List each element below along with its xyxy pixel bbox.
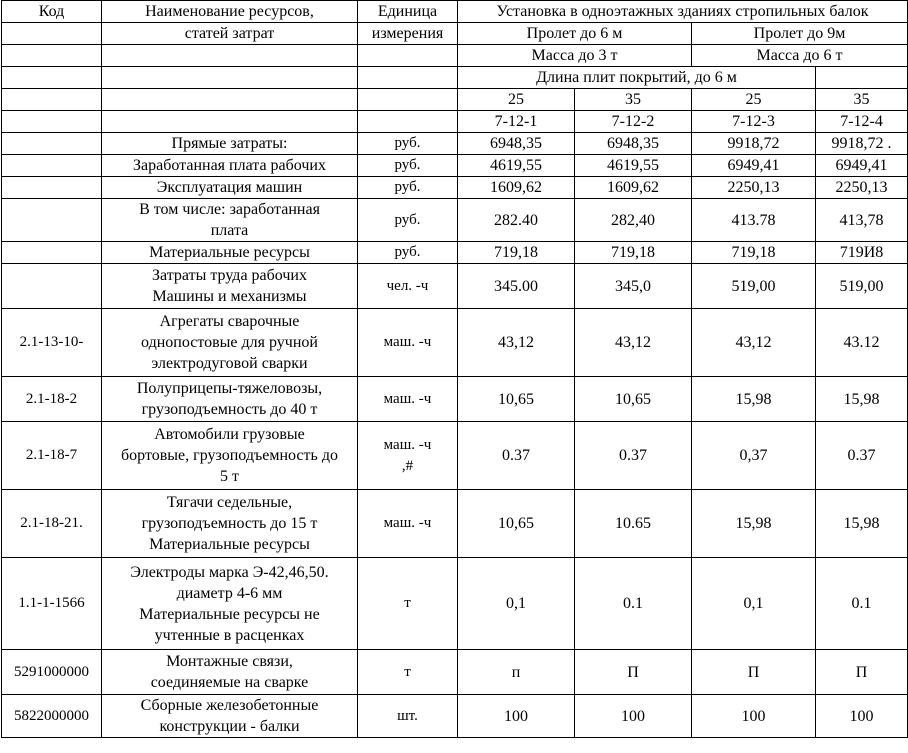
table-row [2, 155, 908, 177]
header-rate-3: 7-12-3 [692, 111, 816, 133]
resource-name-line: конструкции - балки [159, 718, 300, 735]
value-cell: 4619,55 [458, 155, 575, 177]
resource-name-line: Материальные ресурсы не [139, 605, 320, 623]
header-rate-4: 7-12-4 [816, 111, 908, 133]
value-cell: 282,40 [575, 199, 692, 242]
value-cell: 719,18 [692, 242, 816, 264]
unit-of-measure: т [358, 650, 458, 695]
resource-name-line: электродуговой сварки [151, 355, 308, 372]
resource-name [102, 242, 358, 264]
resource-name-line: Затраты труда рабочих [152, 267, 307, 284]
header-row-1 [2, 1, 908, 23]
value-cell: 0.1 [575, 558, 692, 650]
resource-code: 2.1-18-7 [2, 422, 102, 490]
header-row-4 [2, 67, 908, 89]
value-cell: П [692, 650, 816, 695]
table-row [2, 490, 908, 558]
value-cell: 2250,13 [692, 177, 816, 199]
value-cell: 100 [458, 695, 575, 738]
resource-name-line: 5 т [220, 468, 239, 485]
value-cell: 15,98 [816, 377, 908, 422]
value-cell: 0.37 [575, 422, 692, 490]
resource-name [102, 650, 358, 695]
resource-name-line: соединяемые на сварке [150, 674, 309, 691]
value-cell: 0.37 [816, 422, 908, 490]
header-rate-2: 7-12-2 [575, 111, 692, 133]
resource-name [102, 264, 358, 309]
unit-of-measure: руб. [358, 242, 458, 264]
value-cell: 6948,35 [575, 133, 692, 155]
value-cell: 719И8 [816, 242, 908, 264]
unit-of-measure: маш. -ч [358, 309, 458, 377]
header-unit-line2: измерения [358, 23, 458, 45]
resource-name-line: Электроды марка Э-42,46,50. [130, 563, 329, 581]
header-row-3 [2, 45, 908, 67]
value-cell: 4619,55 [575, 155, 692, 177]
header-name-line2: статей затрат [102, 23, 358, 45]
unit-of-measure: шт. [358, 695, 458, 738]
table-row [2, 177, 908, 199]
table-row [2, 695, 908, 738]
value-cell: 43.12 [816, 309, 908, 377]
value-cell: 100 [692, 695, 816, 738]
value-cell: 15,98 [816, 490, 908, 558]
resource-code [2, 177, 102, 199]
header-length-4: 35 [816, 89, 908, 111]
value-cell: п [458, 650, 575, 695]
value-cell: 9918,72 [692, 133, 816, 155]
unit-of-measure: руб. [358, 199, 458, 242]
header-length-2: 35 [575, 89, 692, 111]
header-rate-1: 7-12-1 [458, 111, 575, 133]
unit-of-measure: руб. [358, 177, 458, 199]
resource-name-line: В том числе: заработанная [139, 201, 320, 218]
value-cell: 719,18 [575, 242, 692, 264]
value-cell: 0,1 [692, 558, 816, 650]
resource-name-line: Сборные железобетонные [140, 697, 319, 714]
resource-code [2, 155, 102, 177]
value-cell: 0,1 [458, 558, 575, 650]
value-cell: 43,12 [458, 309, 575, 377]
header-name: Наименование ресурсов, [102, 1, 358, 23]
resource-name-line: Заработанная плата рабочих [133, 157, 326, 174]
unit-of-measure: маш. -ч [358, 377, 458, 422]
header-row-5 [2, 89, 908, 111]
value-cell: 9918,72 . [816, 133, 908, 155]
value-cell: 282.40 [458, 199, 575, 242]
table-row [2, 422, 908, 490]
value-cell: 10,65 [575, 377, 692, 422]
value-cell: 15,98 [692, 490, 816, 558]
value-cell: 43,12 [692, 309, 816, 377]
value-cell: 413,78 [816, 199, 908, 242]
value-cell: 0.37 [458, 422, 575, 490]
resource-name-line: Полуприцепы-тяжеловозы, [136, 380, 323, 397]
header-mass-2: Масса до 6 т [692, 45, 908, 67]
resource-name-line: однопостовые для ручной [141, 334, 318, 351]
header-code: Код [2, 1, 102, 23]
value-cell: 10.65 [575, 490, 692, 558]
header-length-3: 25 [692, 89, 816, 111]
table-row [2, 377, 908, 422]
unit-of-measure: чел. -ч [358, 264, 458, 309]
header-row-2 [2, 23, 908, 45]
table-row [2, 264, 908, 309]
header-span-1: Пролет до 6 м [458, 23, 692, 45]
unit-of-measure: т [358, 558, 458, 650]
header-mass-1: Масса до 3 т [458, 45, 692, 67]
unit-of-measure: руб. [358, 155, 458, 177]
resource-name [102, 695, 358, 738]
unit-of-measure: руб. [358, 133, 458, 155]
value-cell: 6948,35 [458, 133, 575, 155]
value-cell: 6949,41 [816, 155, 908, 177]
resource-name [102, 309, 358, 377]
resource-name-line: Монтажные связи, [166, 653, 293, 670]
header-length: Длина плит покрытий, до 6 м [458, 67, 816, 89]
resource-name [102, 558, 358, 650]
resource-code: 2.1-18-21. [2, 490, 102, 558]
table-row [2, 133, 908, 155]
table-row [2, 309, 908, 377]
resource-name-line: бортовые, грузоподъемность до [121, 447, 338, 464]
value-cell: 2250,13 [816, 177, 908, 199]
value-cell: 1609,62 [575, 177, 692, 199]
value-cell: 10,65 [458, 377, 575, 422]
resource-name-line: Тягачи седельные, [166, 494, 293, 511]
header-row-6 [2, 111, 908, 133]
value-cell: 1609,62 [458, 177, 575, 199]
resource-name [102, 133, 358, 155]
unit-of-measure: маш. -ч ,# [358, 422, 458, 490]
resource-code: 5291000000 [2, 650, 102, 695]
resource-name-line: Материальные ресурсы [149, 536, 310, 553]
table-row [2, 242, 908, 264]
table-row [2, 199, 908, 242]
value-cell: 6949,41 [692, 155, 816, 177]
resource-name-line: грузоподъемность до 40 т [141, 401, 318, 418]
value-cell: 100 [816, 695, 908, 738]
resource-cost-table [1, 0, 908, 738]
value-cell: 519,00 [816, 264, 908, 309]
resource-name-line: грузоподъемность до 15 т [141, 515, 318, 532]
resource-name [102, 490, 358, 558]
resource-name [102, 199, 358, 242]
resource-code: 5822000000 [2, 695, 102, 738]
value-cell: 15,98 [692, 377, 816, 422]
resource-code [2, 133, 102, 155]
header-unit: Единица [358, 1, 458, 23]
resource-name-line: плата [210, 222, 249, 239]
value-cell: П [816, 650, 908, 695]
value-cell: 0.1 [816, 558, 908, 650]
resource-name [102, 177, 358, 199]
resource-name-line: Эксплуатация машин [156, 179, 303, 196]
resource-code: 1.1-1-1566 [2, 558, 102, 650]
header-title: Установка в одноэтажных зданиях стропильных балок [458, 1, 908, 23]
unit-of-measure: маш. -ч [358, 490, 458, 558]
value-cell: 345.00 [458, 264, 575, 309]
resource-name [102, 377, 358, 422]
value-cell: 413.78 [692, 199, 816, 242]
resource-code [2, 199, 102, 242]
table-row [2, 650, 908, 695]
resource-name-line: Машины и механизмы [152, 288, 307, 305]
table-row [2, 558, 908, 650]
resource-code: 2.1-13-10- [2, 309, 102, 377]
resource-name-line: Материальные ресурсы [149, 244, 310, 261]
value-cell: П [575, 650, 692, 695]
value-cell: 0,37 [692, 422, 816, 490]
value-cell: 10,65 [458, 490, 575, 558]
header-length-1: 25 [458, 89, 575, 111]
resource-code: 2.1-18-2 [2, 377, 102, 422]
value-cell: 519,00 [692, 264, 816, 309]
resource-name [102, 422, 358, 490]
resource-code [2, 264, 102, 309]
value-cell: 345,0 [575, 264, 692, 309]
resource-code [2, 242, 102, 264]
resource-name-line: Прямые затраты: [171, 135, 288, 152]
value-cell: 43,12 [575, 309, 692, 377]
resource-name [102, 155, 358, 177]
value-cell: 100 [575, 695, 692, 738]
resource-name-line: диаметр 4-6 мм [176, 584, 283, 602]
resource-name-line: учтенные в расценках [154, 626, 305, 644]
resource-name-line: Автомобили грузовые [154, 426, 305, 443]
value-cell: 719,18 [458, 242, 575, 264]
header-span-2: Пролет до 9м [692, 23, 908, 45]
resource-name-line: Агрегаты сварочные [159, 313, 300, 330]
